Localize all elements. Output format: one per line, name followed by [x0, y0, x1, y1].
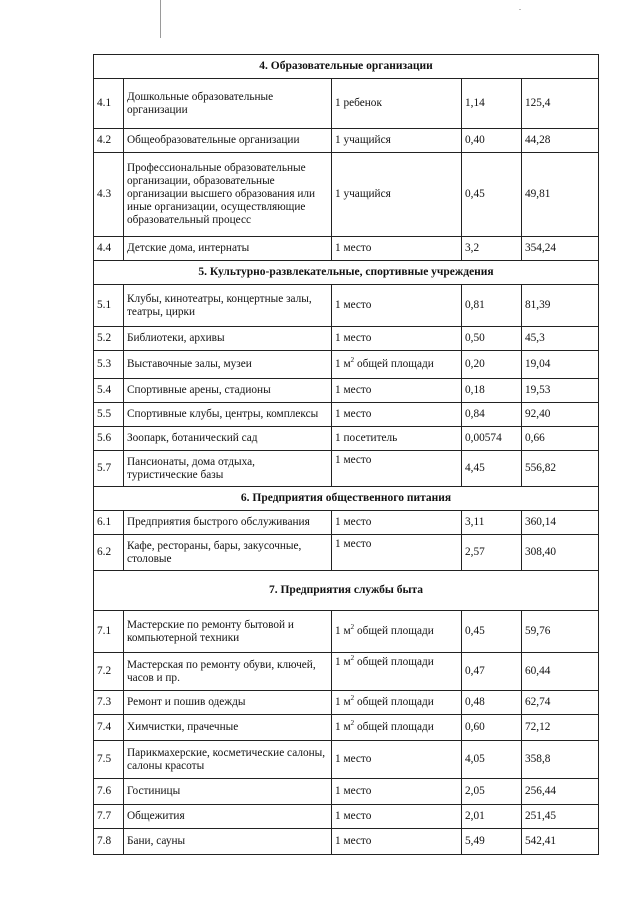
facility-name: Выставочные залы, музеи [124, 351, 332, 379]
table-row [94, 691, 599, 715]
value-2: 251,45 [522, 805, 599, 829]
value-1: 0,45 [462, 611, 522, 653]
table-row [94, 779, 599, 805]
unit-of-measure [332, 611, 462, 653]
row-number: 6.1 [94, 511, 124, 535]
section-header-row [94, 55, 599, 79]
value-2: 62,74 [522, 691, 599, 715]
unit-of-measure [332, 511, 462, 535]
unit-text: 1 учащийся [335, 134, 391, 146]
row-number: 5.4 [94, 379, 124, 403]
value-2: 308,40 [522, 535, 599, 571]
value-2: 354,24 [522, 237, 599, 261]
facility-name: Кафе, рестораны, бары, закусочные, столовые [124, 535, 332, 571]
unit-of-measure [332, 129, 462, 153]
section-title: 5. Культурно-развлекательные, спортивные учреждения [94, 261, 599, 285]
unit-text: 1 место [335, 408, 372, 420]
unit-text: 1 место [335, 242, 372, 254]
row-number: 7.7 [94, 805, 124, 829]
facility-name: Пансионаты, дома отдыха, туристические базы [124, 451, 332, 487]
value-1: 1,14 [462, 79, 522, 129]
unit-superscript: 2 [350, 356, 355, 365]
unit-of-measure [332, 427, 462, 451]
value-1: 0,18 [462, 379, 522, 403]
row-number: 5.3 [94, 351, 124, 379]
section-title: 4. Образовательные организации [94, 55, 599, 79]
rates-table-body [94, 55, 599, 855]
unit-text: 1 м [335, 625, 351, 637]
value-1: 0,50 [462, 327, 522, 351]
value-2: 125,4 [522, 79, 599, 129]
unit-of-measure [332, 653, 462, 691]
section-header-row [94, 261, 599, 285]
facility-name: Общежития [124, 805, 332, 829]
value-1: 4,05 [462, 741, 522, 779]
unit-of-measure [332, 535, 462, 571]
row-number: 4.1 [94, 79, 124, 129]
value-2: 81,39 [522, 285, 599, 327]
facility-name: Библиотеки, архивы [124, 327, 332, 351]
section-title: 7. Предприятия службы быта [94, 571, 599, 611]
value-1: 2,57 [462, 535, 522, 571]
facility-name: Химчистки, прачечные [124, 715, 332, 741]
row-number: 5.7 [94, 451, 124, 487]
unit-text: 1 посетитель [335, 432, 398, 444]
table-row [94, 237, 599, 261]
value-1: 0,60 [462, 715, 522, 741]
value-2: 45,3 [522, 327, 599, 351]
facility-name: Клубы, кинотеатры, концертные залы, театры, цирки [124, 285, 332, 327]
value-2: 44,28 [522, 129, 599, 153]
value-1: 3,2 [462, 237, 522, 261]
value-1: 0,40 [462, 129, 522, 153]
value-2: 0,66 [522, 427, 599, 451]
unit-text: 1 м [335, 721, 351, 733]
value-1: 3,11 [462, 511, 522, 535]
facility-name: Спортивные клубы, центры, комплексы [124, 403, 332, 427]
unit-text: 1 место [335, 835, 372, 847]
unit-of-measure [332, 327, 462, 351]
value-1: 0,81 [462, 285, 522, 327]
unit-of-measure [332, 351, 462, 379]
unit-text: 1 место [335, 299, 372, 311]
value-2: 60,44 [522, 653, 599, 691]
table-row [94, 829, 599, 855]
table-row [94, 653, 599, 691]
table-row [94, 379, 599, 403]
unit-text-rest: общей площади [354, 721, 434, 733]
unit-text: 1 ребенок [335, 97, 382, 109]
unit-of-measure [332, 451, 462, 487]
unit-of-measure [332, 237, 462, 261]
value-1: 0,00574 [462, 427, 522, 451]
unit-of-measure [332, 691, 462, 715]
unit-text: 1 место [335, 810, 372, 822]
value-1: 0,48 [462, 691, 522, 715]
table-row [94, 451, 599, 487]
value-2: 59,76 [522, 611, 599, 653]
unit-text: 1 место [335, 454, 372, 466]
unit-text-rest: общей площади [354, 656, 434, 668]
table-row [94, 403, 599, 427]
facility-name: Парикмахерские, косметические салоны, салоны красоты [124, 741, 332, 779]
row-number: 4.3 [94, 153, 124, 237]
facility-name: Зоопарк, ботанический сад [124, 427, 332, 451]
facility-name: Мастерские по ремонту бытовой и компьютерной техники [124, 611, 332, 653]
row-number: 6.2 [94, 535, 124, 571]
value-2: 542,41 [522, 829, 599, 855]
table-row [94, 285, 599, 327]
value-1: 5,49 [462, 829, 522, 855]
row-number: 7.6 [94, 779, 124, 805]
unit-of-measure [332, 403, 462, 427]
unit-text: 1 м [335, 656, 351, 668]
row-number: 4.2 [94, 129, 124, 153]
table-row [94, 611, 599, 653]
table-row [94, 129, 599, 153]
unit-text: 1 место [335, 538, 372, 550]
row-number: 7.3 [94, 691, 124, 715]
facility-name: Детские дома, интернаты [124, 237, 332, 261]
value-1: 4,45 [462, 451, 522, 487]
row-number: 5.5 [94, 403, 124, 427]
facility-name: Дошкольные образовательные организации [124, 79, 332, 129]
unit-text-rest: общей площади [354, 358, 434, 370]
section-title: 6. Предприятия общественного питания [94, 487, 599, 511]
unit-of-measure [332, 779, 462, 805]
section-header-row [94, 487, 599, 511]
facility-name: Гостиницы [124, 779, 332, 805]
table-row [94, 153, 599, 237]
row-number: 4.4 [94, 237, 124, 261]
table-row [94, 427, 599, 451]
value-2: 556,82 [522, 451, 599, 487]
row-number: 5.2 [94, 327, 124, 351]
row-number: 7.1 [94, 611, 124, 653]
value-2: 49,81 [522, 153, 599, 237]
value-2: 256,44 [522, 779, 599, 805]
facility-name: Ремонт и пошив одежды [124, 691, 332, 715]
row-number: 7.2 [94, 653, 124, 691]
table-row [94, 715, 599, 741]
unit-text: 1 м [335, 696, 351, 708]
section-header-row [94, 571, 599, 611]
unit-text: 1 м [335, 358, 351, 370]
value-1: 2,01 [462, 805, 522, 829]
unit-of-measure [332, 715, 462, 741]
value-1: 0,47 [462, 653, 522, 691]
unit-of-measure [332, 79, 462, 129]
row-number: 7.4 [94, 715, 124, 741]
unit-superscript: 2 [350, 623, 355, 632]
unit-text: 1 место [335, 384, 372, 396]
value-2: 19,04 [522, 351, 599, 379]
page-margin-line [160, 0, 161, 38]
unit-of-measure [332, 285, 462, 327]
unit-of-measure [332, 805, 462, 829]
value-1: 2,05 [462, 779, 522, 805]
unit-text-rest: общей площади [354, 625, 434, 637]
unit-text: 1 место [335, 785, 372, 797]
table-row [94, 741, 599, 779]
table-row [94, 805, 599, 829]
facility-name: Общеобразовательные организации [124, 129, 332, 153]
unit-of-measure [332, 153, 462, 237]
unit-text: 1 место [335, 332, 372, 344]
unit-superscript: 2 [350, 654, 355, 663]
facility-name: Мастерская по ремонту обуви, ключей, часов и пр. [124, 653, 332, 691]
table-row [94, 535, 599, 571]
unit-superscript: 2 [350, 694, 355, 703]
table-row [94, 351, 599, 379]
facility-name: Бани, сауны [124, 829, 332, 855]
facility-name: Предприятия быстрого обслуживания [124, 511, 332, 535]
row-number: 7.5 [94, 741, 124, 779]
facility-name: Профессиональные образовательные организации, образовательные организации высшего образования или иные организации, осуществляющие образовательный процесс [124, 153, 332, 237]
value-1: 0,45 [462, 153, 522, 237]
table-row [94, 511, 599, 535]
value-2: 72,12 [522, 715, 599, 741]
value-2: 19,53 [522, 379, 599, 403]
unit-of-measure [332, 829, 462, 855]
facility-name: Спортивные арены, стадионы [124, 379, 332, 403]
row-number: 5.6 [94, 427, 124, 451]
unit-of-measure [332, 379, 462, 403]
value-2: 358,8 [522, 741, 599, 779]
unit-text-rest: общей площади [354, 696, 434, 708]
value-2: 360,14 [522, 511, 599, 535]
value-2: 92,40 [522, 403, 599, 427]
unit-text: 1 место [335, 516, 372, 528]
rates-table [93, 54, 599, 855]
row-number: 7.8 [94, 829, 124, 855]
unit-of-measure [332, 741, 462, 779]
row-number: 5.1 [94, 285, 124, 327]
table-row [94, 327, 599, 351]
unit-text: 1 учащийся [335, 188, 391, 200]
value-1: 0,20 [462, 351, 522, 379]
scan-speck [519, 9, 521, 10]
value-1: 0,84 [462, 403, 522, 427]
table-row [94, 79, 599, 129]
unit-superscript: 2 [350, 719, 355, 728]
unit-text: 1 место [335, 753, 372, 765]
